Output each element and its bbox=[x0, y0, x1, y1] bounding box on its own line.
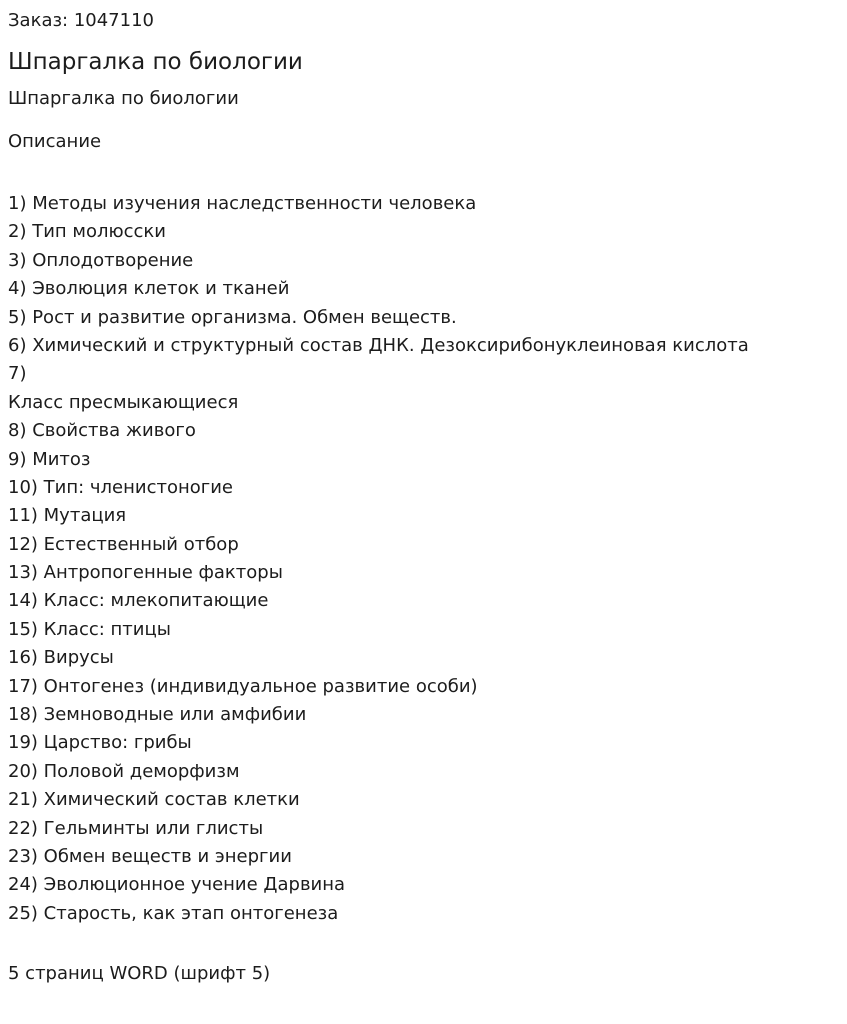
list-item: 24) Эволюционное учение Дарвина bbox=[8, 874, 346, 896]
list-item: 2) Тип молюсски bbox=[8, 221, 166, 243]
list-item: 10) Тип: членистоногие bbox=[8, 476, 233, 498]
topic-list bbox=[8, 190, 749, 928]
list-item: 18) Земноводные или амфибии bbox=[8, 704, 307, 726]
page-subtitle: Шпаргалка по биологии bbox=[8, 88, 239, 109]
list-item: 12) Естественный отбор bbox=[8, 533, 239, 555]
list-item: 15) Класс: птицы bbox=[8, 618, 171, 640]
list-item: 25) Старость, как этап онтогенеза bbox=[8, 902, 339, 924]
list-item: 20) Половой деморфизм bbox=[8, 760, 240, 782]
list-item: Класс пресмыкающиеся bbox=[8, 391, 239, 413]
list-item: 23) Обмен веществ и энергии bbox=[8, 845, 292, 867]
footer-note: 5 страниц WORD (шрифт 5) bbox=[8, 963, 271, 984]
list-item: 19) Царство: грибы bbox=[8, 732, 192, 754]
list-item: 1) Методы изучения наследственности человека bbox=[8, 193, 477, 214]
list-item: 5) Рост и развитие организма. Обмен веществ. bbox=[8, 306, 457, 328]
list-item: 3) Оплодотворение bbox=[8, 249, 194, 271]
list-item: 22) Гельминты или глисты bbox=[8, 817, 264, 839]
list-item: 13) Антропогенные факторы bbox=[8, 562, 283, 584]
list-item: 8) Свойства живого bbox=[8, 420, 196, 442]
list-item: 4) Эволюция клеток и тканей bbox=[8, 278, 290, 300]
list-item: 14) Класс: млекопитающие bbox=[8, 590, 269, 612]
description-heading: Описание bbox=[8, 131, 102, 152]
list-item: 21) Химический состав клетки bbox=[8, 789, 300, 811]
list-item: 7) bbox=[8, 363, 27, 385]
list-item: 11) Мутация bbox=[8, 505, 127, 527]
list-item: 6) Химический и структурный состав ДНК. Дезоксирибонуклеиновая кислота bbox=[8, 334, 749, 356]
order-number: Заказ: 1047110 bbox=[8, 10, 154, 31]
list-item: 9) Митоз bbox=[8, 448, 91, 470]
list-item: 17) Онтогенез (индивидуальное развитие особи) bbox=[8, 675, 478, 697]
list-item: 16) Вирусы bbox=[8, 647, 114, 669]
page-title: Шпаргалка по биологии bbox=[8, 49, 303, 75]
